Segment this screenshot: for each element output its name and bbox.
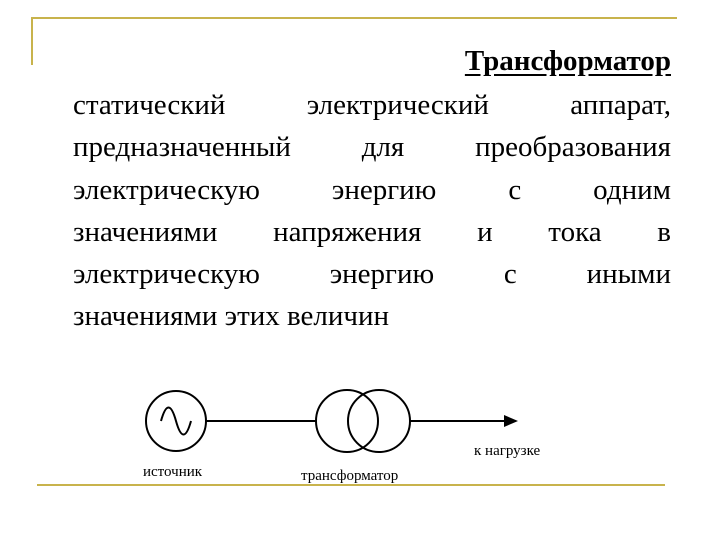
source-label: источник bbox=[143, 464, 203, 480]
definition-line-2: предназначенный для преобразования bbox=[73, 131, 671, 164]
arrow-right-icon bbox=[410, 415, 518, 427]
definition-line-5: электрическую энергию с иными bbox=[73, 258, 671, 291]
load-label: к нагрузке bbox=[474, 443, 541, 459]
definition-line-1: статический электрический аппарат, bbox=[73, 89, 671, 121]
definition-line-6: значениями этих величин bbox=[73, 300, 390, 333]
ac-source-icon bbox=[146, 391, 206, 451]
definition-line-4: значениями напряжения и тока в bbox=[73, 215, 671, 248]
definition-line-3: электрическую энергию с одним bbox=[73, 173, 671, 206]
two-winding-transformer-icon bbox=[316, 390, 410, 452]
slide-title: Трансформатор bbox=[464, 45, 671, 77]
transformer-label: трансформатор bbox=[301, 468, 399, 484]
